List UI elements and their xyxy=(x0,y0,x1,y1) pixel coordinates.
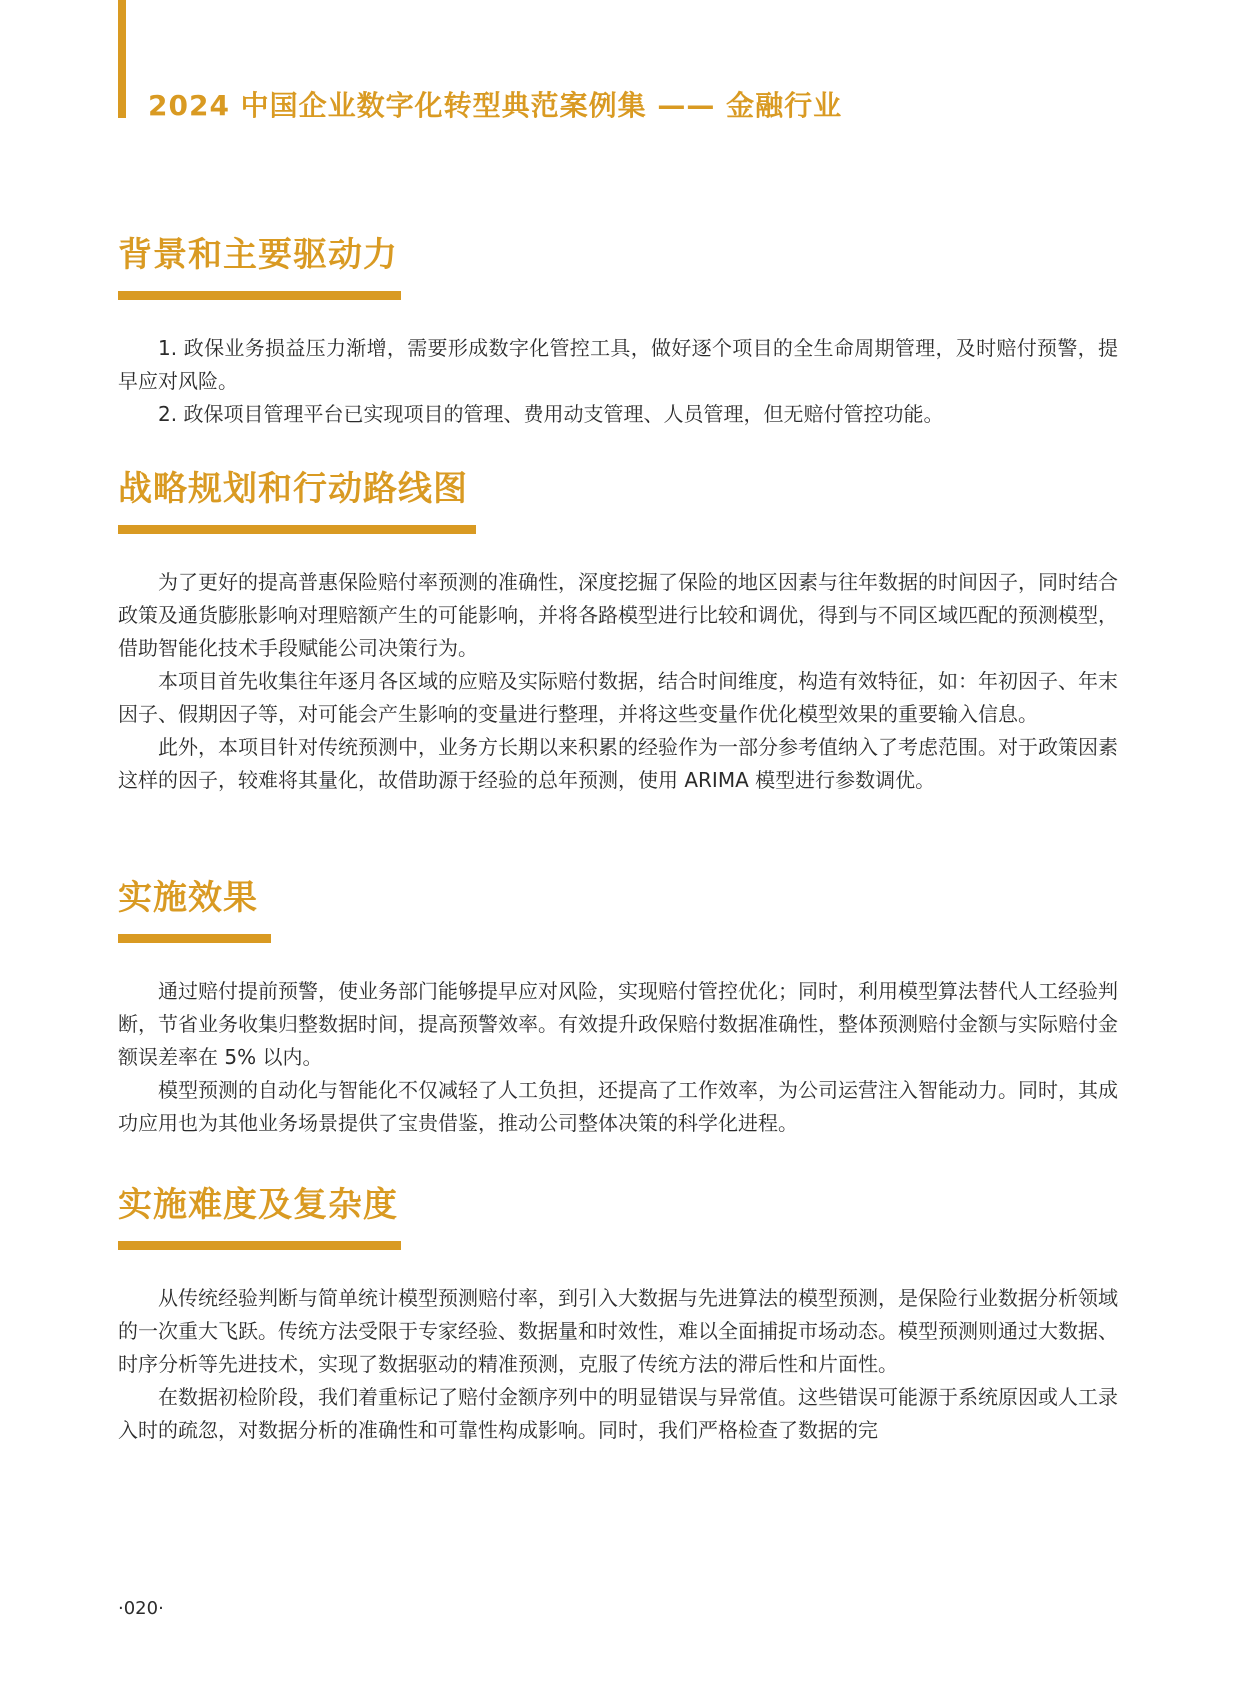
section-difficulty xyxy=(118,1180,1118,1447)
paragraph: 2. 政保项目管理平台已实现项目的管理、费用动支管理、人员管理，但无赔付管控功能。 xyxy=(158,402,944,426)
paragraph: 此外，本项目针对传统预测中，业务方长期以来积累的经验作为一部分参考值纳入了考虑范围。对于政策因素这样的因子，较难将其量化，故借助源于经验的总年预测，使用 ARIMA 模型进行参数调优。 xyxy=(118,735,1118,792)
paragraph: 在数据初检阶段，我们着重标记了赔付金额序列中的明显错误与异常值。这些错误可能源于系统原因或人工录入时的疏忽，对数据分析的准确性和可靠性构成影响。同时，我们严格检查了数据的完 xyxy=(118,1385,1118,1442)
section-heading: 背景和主要驱动力 xyxy=(118,235,398,275)
section-results xyxy=(118,873,1118,1140)
section-heading: 实施效果 xyxy=(118,878,258,918)
paragraph: 从传统经验判断与简单统计模型预测赔付率，到引入大数据与先进算法的模型预测，是保险行业数据分析领域的一次重大飞跃。传统方法受限于专家经验、数据量和时效性，难以全面捕捉市场动态。模型预测则通过大数据、时序分析等先进技术，实现了数据驱动的精准预测，克服了传统方法的滞后性和片面性。 xyxy=(118,1286,1118,1376)
paragraph: 模型预测的自动化与智能化不仅减轻了人工负担，还提高了工作效率，为公司运营注入智能动力。同时，其成功应用也为其他业务场景提供了宝贵借鉴，推动公司整体决策的科学化进程。 xyxy=(118,1078,1118,1135)
paragraph: 为了更好的提高普惠保险赔付率预测的准确性，深度挖掘了保险的地区因素与往年数据的时间因子，同时结合政策及通货膨胀影响对理赔额产生的可能影响，并将各路模型进行比较和调优，得到与不同区域匹配的预测模型，借助智能化技术手段赋能公司决策行为。 xyxy=(118,570,1118,660)
header-accent-bar xyxy=(118,0,126,118)
header-title: 2024 中国企业数字化转型典范案例集 —— 金融行业 xyxy=(148,89,843,122)
paragraph: 本项目首先收集往年逐月各区域的应赔及实际赔付数据，结合时间维度，构造有效特征，如：年初因子、年末因子、假期因子等，对可能会产生影响的变量进行整理，并将这些变量作优化模型效果的重要输入信息。 xyxy=(118,669,1118,726)
paragraph: 1. 政保业务损益压力渐增，需要形成数字化管控工具，做好逐个项目的全生命周期管理，及时赔付预警，提早应对风险。 xyxy=(118,336,1118,393)
section-background xyxy=(118,230,1118,431)
section-heading: 实施难度及复杂度 xyxy=(118,1185,398,1225)
section-body xyxy=(118,332,1118,431)
paragraph: 通过赔付提前预警，使业务部门能够提早应对风险，实现赔付管控优化；同时，利用模型算法替代人工经验判断，节省业务收集归整数据时间，提高预警效率。有效提升政保赔付数据准确性，整体预测赔付金额与实际赔付金额误差率在 5% 以内。 xyxy=(118,979,1118,1069)
heading-underline xyxy=(118,291,401,300)
page-number: ·020· xyxy=(118,1598,164,1619)
section-body xyxy=(118,1282,1118,1447)
heading-underline xyxy=(118,1241,401,1250)
section-strategy xyxy=(118,464,1118,797)
heading-underline xyxy=(118,525,476,534)
section-body xyxy=(118,566,1118,797)
section-heading: 战略规划和行动路线图 xyxy=(118,469,468,509)
heading-underline xyxy=(118,934,271,943)
section-body xyxy=(118,975,1118,1140)
